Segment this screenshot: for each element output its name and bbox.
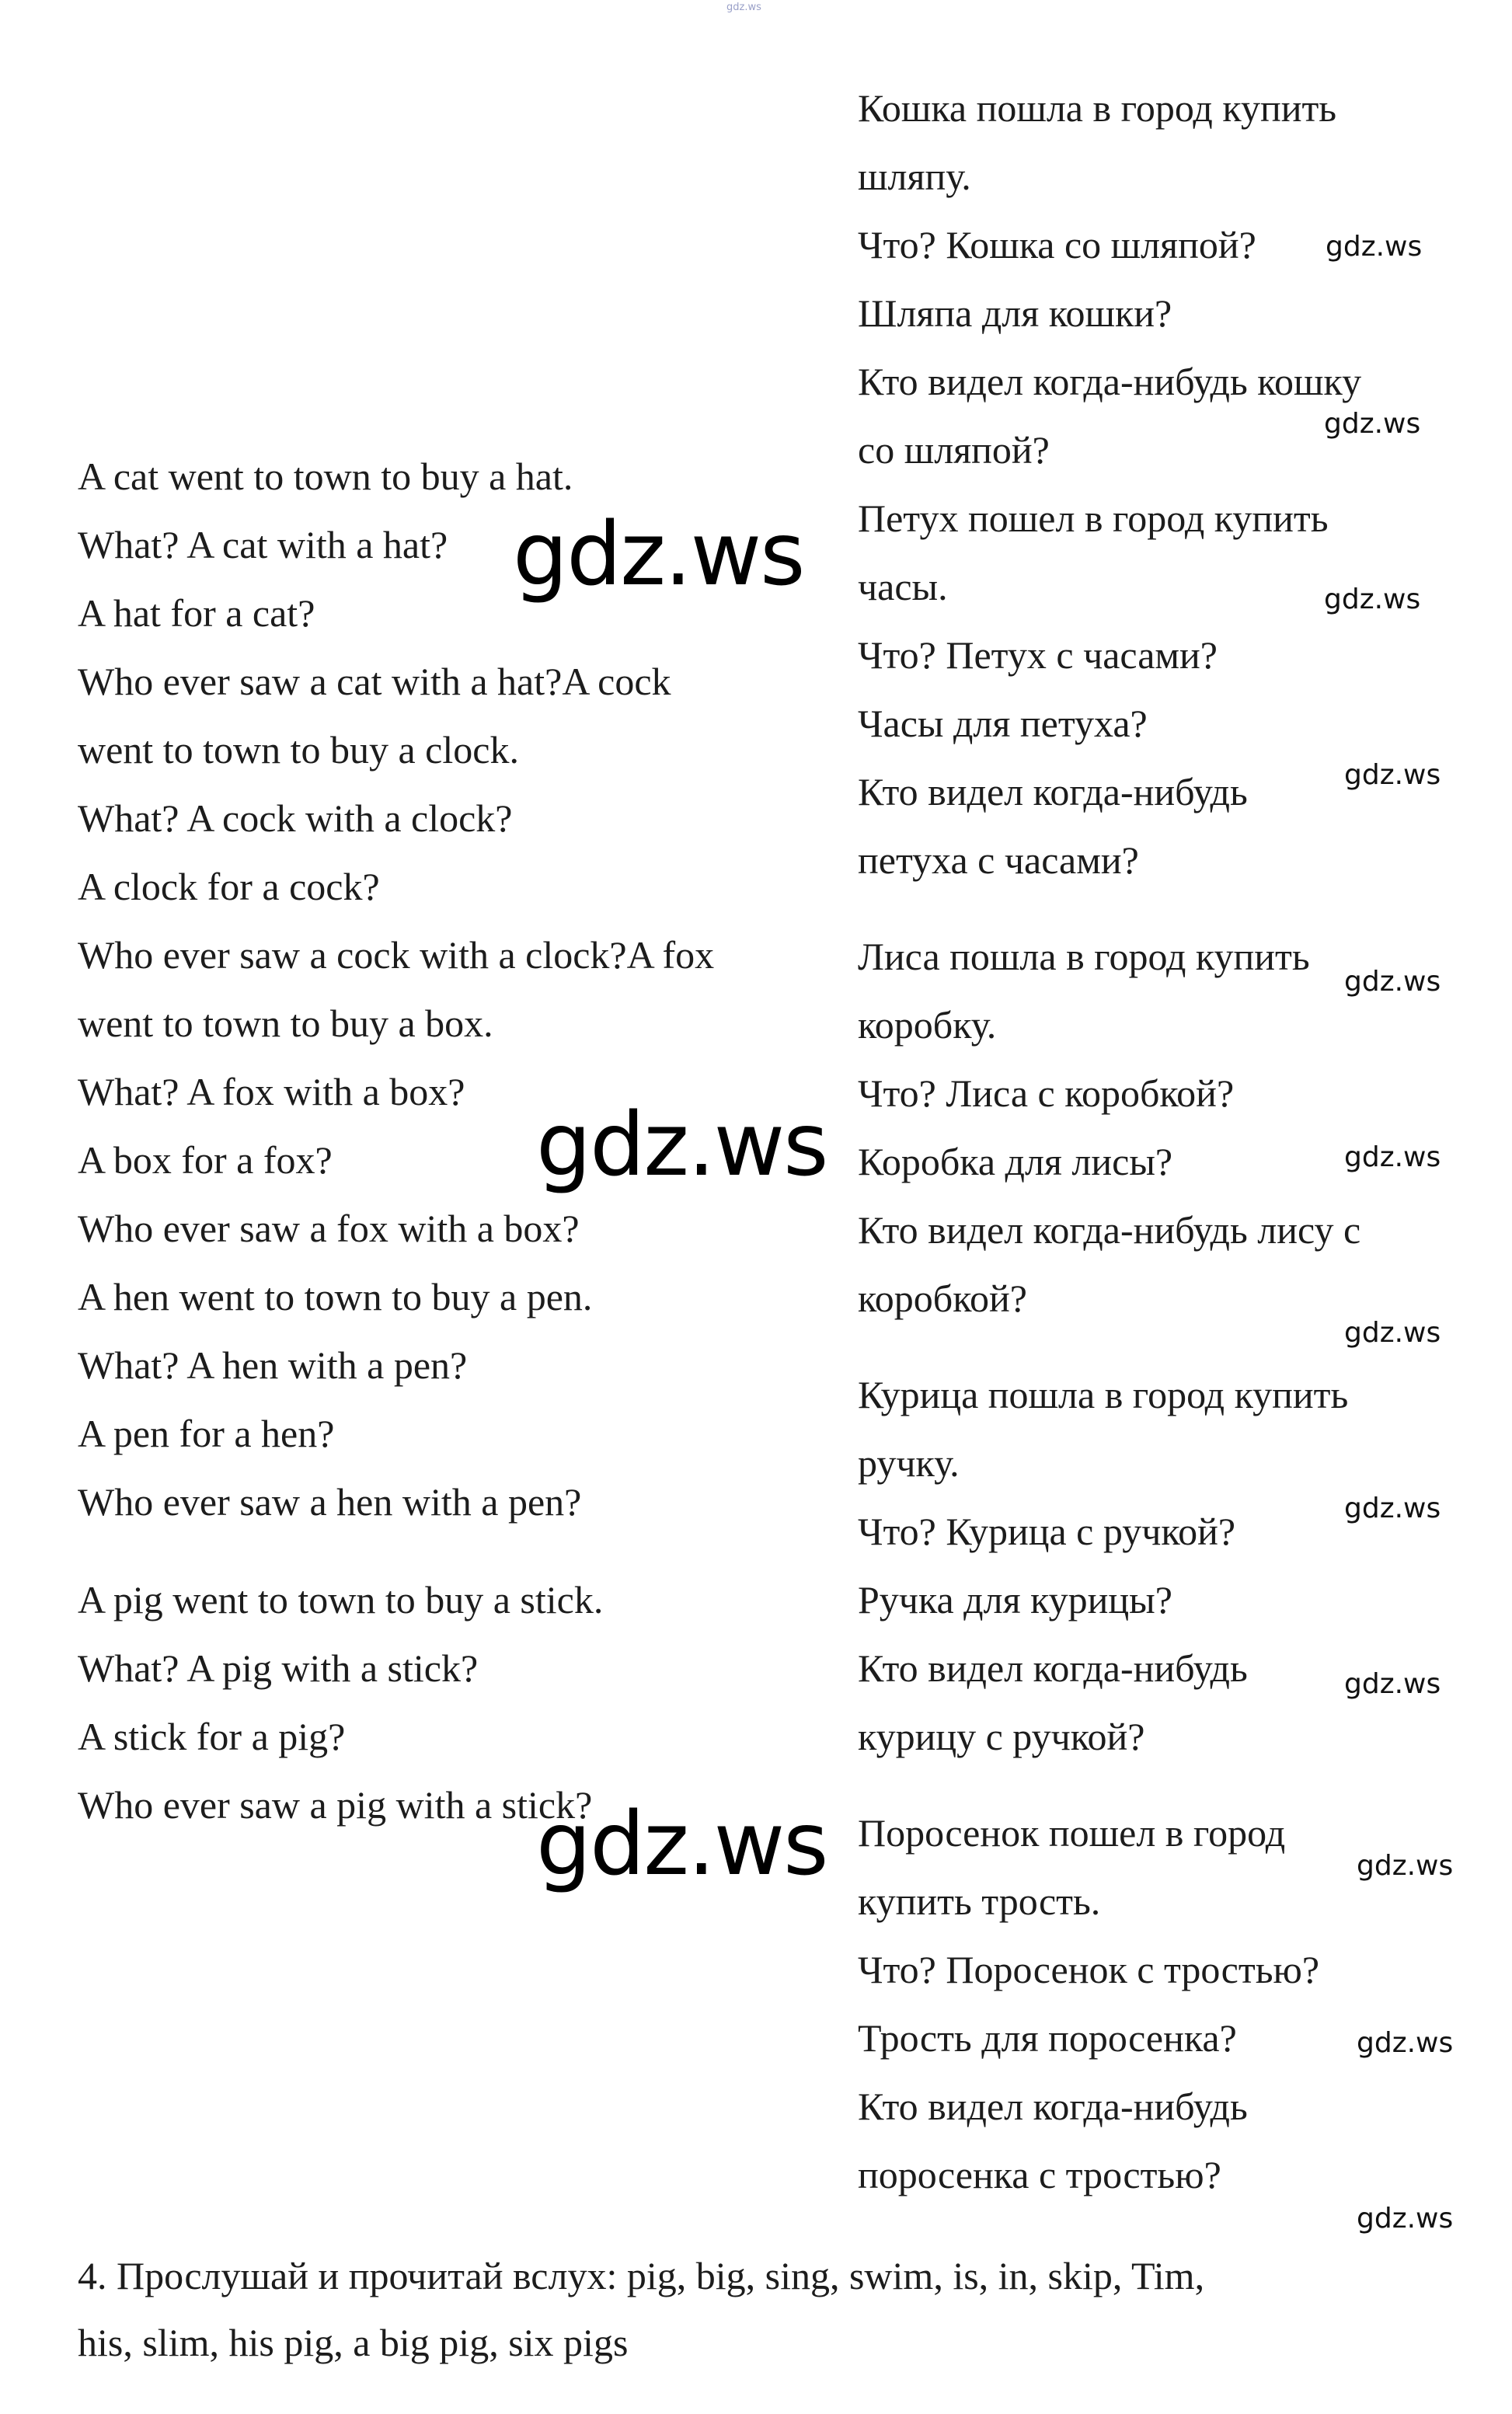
watermark-small: gdz.ws <box>1344 1668 1441 1700</box>
russian-line: курицу с ручкой? <box>858 1715 1145 1758</box>
english-line: What? A hen with a pen? <box>78 1343 468 1387</box>
russian-line: Петух пошел в город купить <box>858 496 1329 540</box>
watermark-small: gdz.ws <box>1324 408 1421 440</box>
russian-line: Курица пошла в город купить <box>858 1373 1349 1416</box>
english-line: Who ever saw a fox with a box? <box>78 1207 580 1250</box>
english-line: A clock for a cock? <box>78 865 380 908</box>
russian-line: Трость для поросенка? <box>858 2016 1237 2060</box>
english-line: A stick for a pig? <box>78 1715 346 1758</box>
watermark-small: gdz.ws <box>1357 2027 1454 2059</box>
english-line: A cat went to town to buy a hat. <box>78 455 573 498</box>
russian-line: Кто видел когда-нибудь кошку <box>858 360 1362 403</box>
watermark-small: gdz.ws <box>1344 1493 1441 1524</box>
watermark-top: gdz.ws <box>726 2 761 13</box>
russian-line: купить трость. <box>858 1879 1101 1923</box>
russian-line: Кто видел когда-нибудь <box>858 2085 1248 2128</box>
english-line: Who ever saw a pig with a stick? <box>78 1783 593 1827</box>
watermark-small: gdz.ws <box>1357 2203 1454 2235</box>
russian-line: Что? Петух с часами? <box>858 633 1218 677</box>
russian-line: Кто видел когда-нибудь <box>858 770 1248 813</box>
english-line: Who ever saw a cat with a hat?A cock <box>78 660 671 703</box>
english-line: A pen for a hen? <box>78 1412 335 1455</box>
russian-line: Шляпа для кошки? <box>858 291 1172 335</box>
russian-line: петуха с часами? <box>858 838 1139 882</box>
russian-line: со шляпой? <box>858 428 1050 472</box>
russian-line: Кошка пошла в город купить <box>858 86 1337 130</box>
watermark-small: gdz.ws <box>1344 966 1441 998</box>
watermark-small: gdz.ws <box>1344 1141 1441 1173</box>
russian-line: Что? Кошка со шляпой? <box>858 223 1256 266</box>
watermark-small: gdz.ws <box>1324 583 1421 615</box>
russian-line: Что? Лиса с коробкой? <box>858 1071 1235 1115</box>
english-line: A hen went to town to buy a pen. <box>78 1275 593 1318</box>
watermark-large: gdz.ws <box>513 504 804 605</box>
task4-line: 4. Прослушай и прочитай вслух: pig, big, sing, swim, is, in, skip, Tim, <box>78 2254 1205 2297</box>
russian-line: Что? Курица с ручкой? <box>858 1510 1236 1553</box>
russian-line: Что? Поросенок с тростью? <box>858 1948 1320 1991</box>
watermark-small: gdz.ws <box>1326 231 1423 263</box>
russian-line: часы. <box>858 565 948 608</box>
english-line: went to town to buy a box. <box>78 1001 493 1045</box>
english-line: What? A pig with a stick? <box>78 1646 479 1690</box>
russian-line: ручку. <box>858 1441 960 1485</box>
english-line: Who ever saw a cock with a clock?A fox <box>78 933 715 977</box>
english-line: A box for a fox? <box>78 1138 333 1182</box>
watermark-small: gdz.ws <box>1357 1850 1454 1882</box>
russian-line: Лиса пошла в город купить <box>858 935 1310 978</box>
watermark-small: gdz.ws <box>1344 759 1441 791</box>
russian-line: Поросенок пошел в город <box>858 1811 1286 1855</box>
russian-line: Ручка для курицы? <box>858 1578 1172 1622</box>
english-line: A hat for a cat? <box>78 591 315 635</box>
russian-line: коробкой? <box>858 1277 1027 1320</box>
english-line: What? A cat with a hat? <box>78 523 448 566</box>
watermark-large: gdz.ws <box>536 1095 827 1196</box>
english-line: What? A cock with a clock? <box>78 796 513 840</box>
english-line: A pig went to town to buy a stick. <box>78 1578 604 1622</box>
russian-line: Коробка для лисы? <box>858 1140 1173 1183</box>
task4-line: his, slim, his pig, a big pig, six pigs <box>78 2321 629 2364</box>
russian-line: Часы для петуха? <box>858 702 1148 745</box>
watermark-large: gdz.ws <box>536 1794 827 1895</box>
russian-line: коробку. <box>858 1003 997 1047</box>
russian-line: Кто видел когда-нибудь <box>858 1646 1248 1690</box>
russian-line: шляпу. <box>858 155 971 198</box>
watermark-small: gdz.ws <box>1344 1317 1441 1349</box>
english-line: went to town to buy a clock. <box>78 728 519 772</box>
english-line: What? A fox with a box? <box>78 1070 465 1113</box>
russian-line: поросенка с тростью? <box>858 2153 1221 2196</box>
russian-line: Кто видел когда-нибудь лису с <box>858 1208 1361 1252</box>
english-line: Who ever saw a hen with a pen? <box>78 1480 582 1524</box>
